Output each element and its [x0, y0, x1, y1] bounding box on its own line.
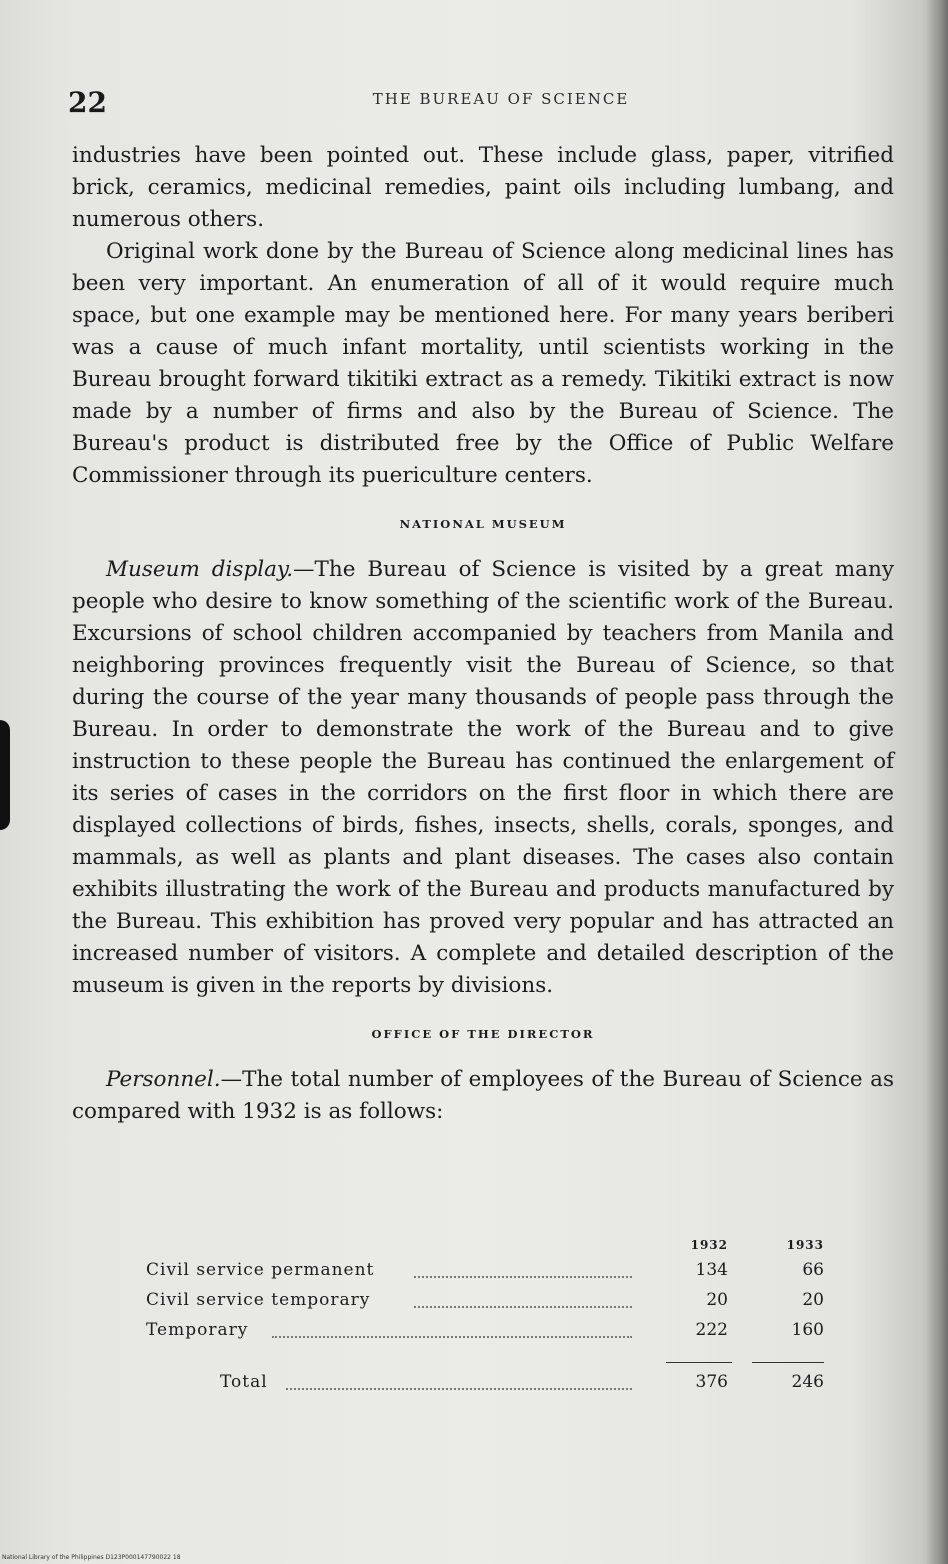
column-header-1932: 1932 [690, 1238, 728, 1252]
table-header-row [146, 1238, 830, 1260]
museum-lead-term: Museum display. [106, 557, 294, 582]
paragraph-museum-display [72, 554, 894, 1002]
dot-leader [272, 1336, 632, 1338]
total-rule-row [146, 1350, 830, 1372]
page-number: 22 [68, 86, 107, 119]
total-rule-1933 [752, 1362, 824, 1363]
value-1933: 66 [802, 1260, 824, 1280]
value-1932: 134 [695, 1260, 728, 1280]
museum-body-text: —The Bureau of Science is visited by a great many people who desire to know something of the scientific work of the Bureau. Excursions of school children accompanied by teachers from Manila and neighboring provinces frequently visit the Bureau of Science, so that during the course of the year many thousands of people pass through the Bureau. In order to demonstrate the work of the Bureau and to give instruction to these people the Bureau has continued the enlargement of its series of cases in the corridors on the first floor in which there are displayed collections of birds, fishes, insects, shells, corals, sponges, and mammals, as well as plants and plant diseases. The cases also contain exhibits illustrating the work of the Bureau and products manufactured by the Bureau. This exhibition has proved very popular and has attracted an increased number of visitors. A complete and detailed description of the museum is given in the reports by divisions. [72, 557, 894, 998]
table-row [146, 1320, 830, 1350]
total-rule-1932 [666, 1362, 732, 1363]
personnel-body-text: —The total number of employees of the Bureau of Science as compared with 1932 is as follows: [72, 1067, 894, 1124]
section-heading-museum: NATIONAL MUSEUM [399, 517, 567, 531]
paragraph-personnel [72, 1064, 894, 1128]
section-heading-director: OFFICE OF THE DIRECTOR [371, 1027, 595, 1041]
dot-leader [286, 1388, 632, 1390]
page-body [72, 140, 894, 1128]
row-label: Temporary [146, 1320, 249, 1340]
table-total-row [146, 1372, 830, 1402]
value-1932: 222 [695, 1320, 728, 1340]
value-1933: 20 [802, 1290, 824, 1310]
total-label: Total [220, 1372, 268, 1392]
paragraph-industries: industries have been pointed out. These include glass, paper, vitrified brick, ceramics, medicinal remedies, paint oils including lumbang, and numerous others. [72, 143, 894, 232]
table-row [146, 1290, 830, 1320]
row-label: Civil service permanent [146, 1260, 375, 1280]
table-row [146, 1260, 830, 1290]
running-title: THE BUREAU OF SCIENCE [372, 90, 630, 108]
column-header-1933: 1933 [786, 1238, 824, 1252]
source-footer: National Library of the Philippines D123P000147790022 18 [2, 1554, 181, 1561]
dot-leader [414, 1276, 632, 1278]
total-1933: 246 [791, 1372, 824, 1392]
total-1932: 376 [695, 1372, 728, 1392]
page-edge-shadow [926, 0, 948, 1564]
personnel-lead-term: Personnel. [106, 1067, 221, 1092]
row-label: Civil service temporary [146, 1290, 371, 1310]
personnel-table [146, 1238, 830, 1402]
page-header [68, 86, 894, 126]
dot-leader [414, 1306, 632, 1308]
value-1932: 20 [706, 1290, 728, 1310]
paragraph-medicinal: Original work done by the Bureau of Science along medicinal lines has been very important. An enumeration of all of it would require much space, but one example may be mentioned here. For many years beriberi was a cause of much infant mortality, until scientists working in the Bureau brought forward tikitiki extract as a remedy. Tikitiki extract is now made by a number of firms and also by the Bureau of Science. The Bureau's product is distributed free by the Office of Public Welfare Commissioner through its puericulture centers. [72, 239, 894, 488]
binding-mark [0, 720, 10, 830]
value-1933: 160 [791, 1320, 824, 1340]
